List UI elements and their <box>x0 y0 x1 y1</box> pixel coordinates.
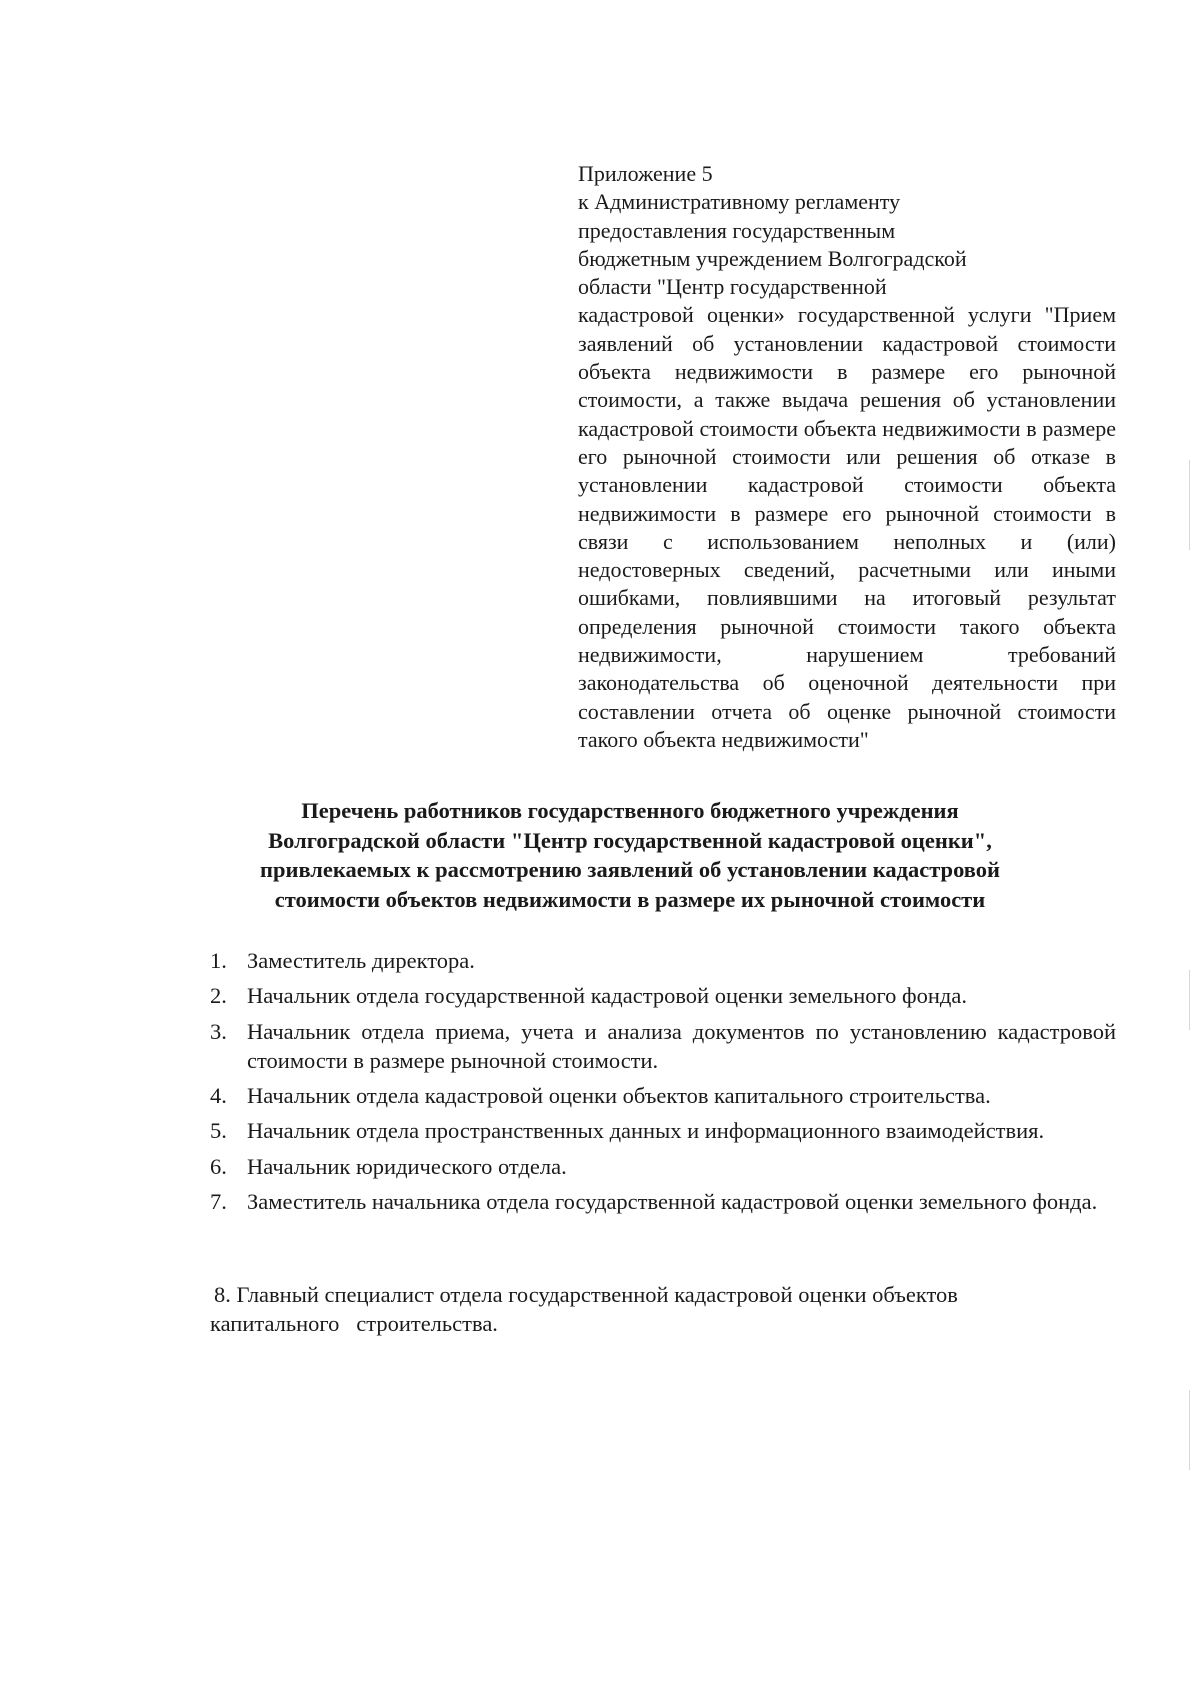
list-item <box>210 1152 1116 1181</box>
appendix-line: бюджетным учреждением Волгоградской <box>578 245 967 271</box>
list-item-last <box>210 1280 1116 1339</box>
list-item-text: Начальник отдела пространственных данных и информационного взаимодействия. <box>247 1118 1045 1144</box>
appendix-header <box>578 160 1116 754</box>
appendix-line: к Административному регламенту <box>578 189 901 215</box>
list-item <box>210 946 1116 975</box>
appendix-line: предоставления государственным <box>578 217 896 243</box>
list-item-number: 2. <box>210 983 227 1009</box>
list-item-number: 7. <box>210 1189 227 1215</box>
appendix-service-name: кадастровой оценки» государственной услуги "Прием заявлений об установлении кадастровой стоимости объекта недвижимости в размере его рыночной стоимости, а также выдача решения об установлении кадастровой стоимости объекта недвижимости в размере его рыночной стоимости или решения об отказе в установлении кадастровой стоимости объекта недвижимости в размере его рыночной стоимости в связи с использованием неполных и (или) недостоверных сведений, расчетными или иными ошибками, повлиявшими на итоговый результат определения рыночной стоимости такого объекта недвижимости, нарушением требований законодательства об оценочной деятельности при составлении отчета об оценке рыночной стоимости такого объекта недвижимости" <box>578 302 1116 752</box>
list-item-number: 6. <box>210 1153 227 1179</box>
list-item-text: Заместитель начальника отдела государственной кадастровой оценки земельного фонда. <box>247 1189 1098 1215</box>
title-line: Перечень работников государственного бюджетного учреждения <box>301 798 959 823</box>
list-item-text: Начальник отдела приема, учета и анализа документов по установлению кадастровой стоимости в размере рыночной стоимости. <box>247 1018 1116 1073</box>
list-item <box>210 1081 1116 1110</box>
list-item-text: Начальник юридического отдела. <box>247 1153 567 1179</box>
list-item-number: 4. <box>210 1083 227 1109</box>
list-item-text: Начальник отдела государственной кадастровой оценки земельного фонда. <box>247 983 967 1009</box>
list-item <box>210 1017 1116 1076</box>
list-item-number: 1. <box>210 948 227 973</box>
list-item-number: 3. <box>210 1018 227 1044</box>
list-item <box>210 1187 1116 1216</box>
appendix-line: Приложение 5 <box>578 161 713 186</box>
scan-artifact <box>1189 1390 1190 1470</box>
scan-artifact <box>1189 460 1190 550</box>
scan-artifact <box>1189 970 1190 1030</box>
appendix-line: области "Центр государственной <box>578 274 887 300</box>
list-item-text: Заместитель директора. <box>247 948 475 973</box>
title-line: Волгоградской области "Центр государственной кадастровой оценки", <box>268 827 992 853</box>
title-line: стоимости объектов недвижимости в размере их рыночной стоимости <box>274 886 986 912</box>
list-item <box>210 1116 1116 1145</box>
list-item-text: капитального строительства. <box>210 1311 498 1337</box>
document-title <box>150 796 1110 914</box>
title-line: привлекаемых к рассмотрению заявлений об установлении кадастровой <box>260 857 1000 882</box>
list-item <box>210 981 1116 1010</box>
list-item-number: 5. <box>210 1118 227 1144</box>
list-item-text: Начальник отдела кадастровой оценки объектов капитального строительства. <box>247 1083 991 1109</box>
list-item-text: 8. Главный специалист отдела государственной кадастровой оценки объектов <box>214 1282 958 1307</box>
staff-list <box>210 946 1116 1222</box>
